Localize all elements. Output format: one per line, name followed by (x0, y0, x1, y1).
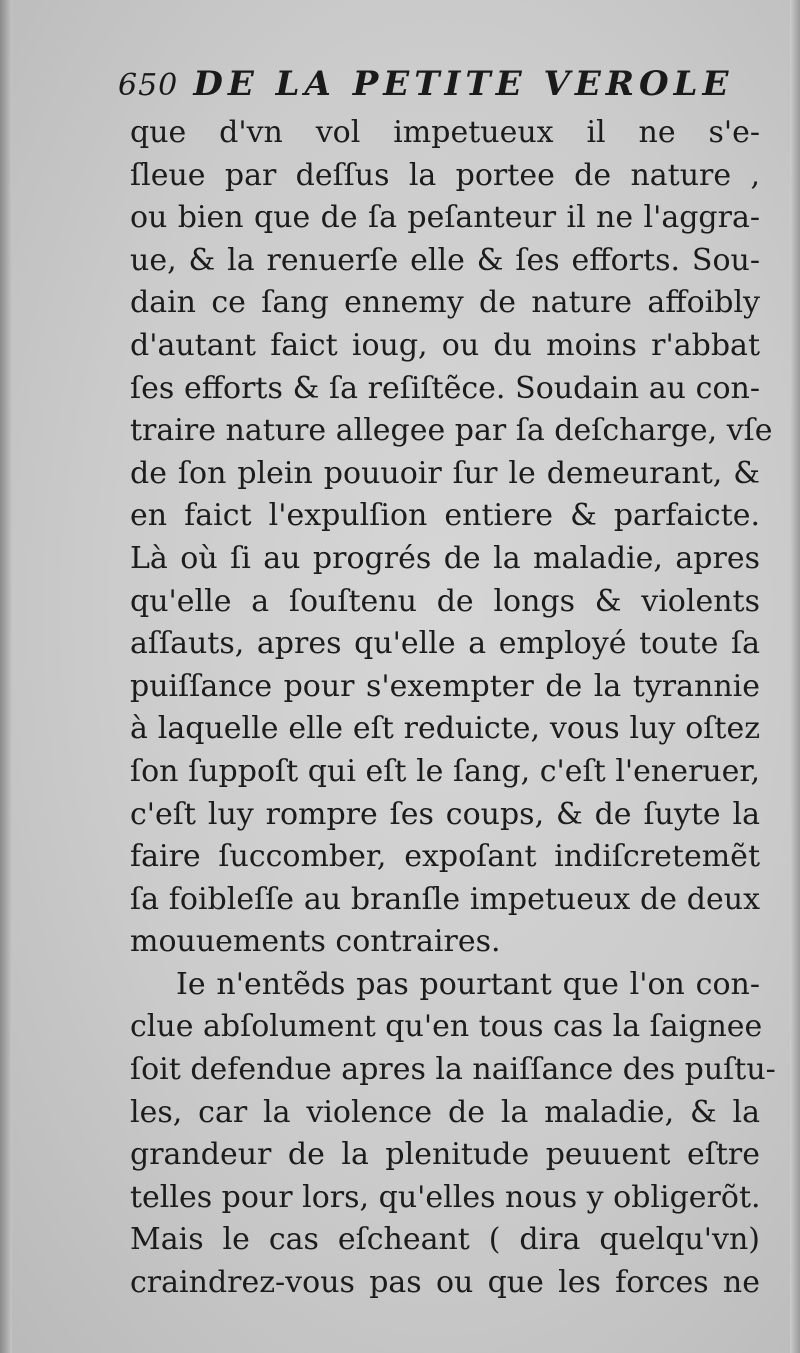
text-line: aſſauts, apres qu'elle a employé toute ſa (130, 626, 760, 662)
paragraph-2 (130, 964, 776, 1305)
text-line: dain ce ſang ennemy de nature affoibly (130, 285, 760, 321)
text-line: Là où ſi au progrés de la maladie, apres (130, 540, 760, 576)
text-line: telles pour lors, qu'elles nous y obligerõt. (130, 1179, 761, 1215)
text-line: clue abſolument qu'en tous cas la ſaignee (130, 1009, 763, 1045)
text-line: d'autant faict ioug, ou du moins r'abbat (130, 327, 760, 363)
running-title: DE LA PETITE VEROLE (193, 64, 734, 104)
text-line: de ſon plein pouuoir ſur le demeurant, & (130, 455, 760, 491)
text-line: traire nature allegee par ſa deſcharge, vſe (130, 413, 773, 449)
paragraph-1 (130, 112, 773, 964)
page-number: 650 (118, 68, 179, 103)
text-line: grandeur de la plenitude peuuent eſtre (130, 1137, 760, 1173)
text-line: ſleue par deſſus la portee de nature , (130, 157, 760, 193)
text-line: ſon ſuppoſt qui eſt le ſang, c'eſt l'eneruer, (130, 753, 760, 789)
text-line: ſes efforts & ſa reſiſtẽce. Soudain au con- (130, 370, 760, 406)
text-line: ſa foibleſſe au branſle impetueux de deux (130, 881, 760, 917)
text-line: en faict l'expulſion entiere & parfaicte. (130, 498, 760, 534)
text-line: faire ſuccomber, expoſant indiſcretemẽt (130, 839, 760, 875)
page-edge-left (0, 0, 12, 1353)
page-header (118, 64, 758, 112)
text-line: craindrez-vous pas ou que les forces ne (130, 1265, 760, 1301)
text-line: que d'vn vol impetueux il ne s'e- (130, 115, 760, 150)
text-line: Ie n'entẽds pas pourtant que l'on con- (176, 966, 760, 1002)
text-line: ſoit defendue apres la naiſſance des puſtu- (130, 1052, 776, 1088)
body-text (130, 112, 776, 1305)
text-line: ue, & la renuerſe elle & ſes efforts. Sou- (130, 242, 760, 278)
text-line: Mais le cas eſcheant ( dira quelqu'vn) (130, 1222, 760, 1258)
text-line: les, car la violence de la maladie, & la (130, 1094, 760, 1130)
page-edge-right (790, 0, 800, 1353)
text-line: mouuements contraires. (130, 924, 501, 960)
text-line: qu'elle a ſouſtenu de longs & violents (130, 583, 760, 619)
text-line: à laquelle elle eſt reduicte, vous luy oſtez (130, 711, 760, 747)
text-line: c'eſt luy rompre ſes coups, & de ſuyte la (130, 796, 760, 832)
text-line: puiſſance pour s'exempter de la tyrannie (130, 668, 760, 704)
text-line: ou bien que de ſa peſanteur il ne l'aggra- (130, 200, 760, 236)
